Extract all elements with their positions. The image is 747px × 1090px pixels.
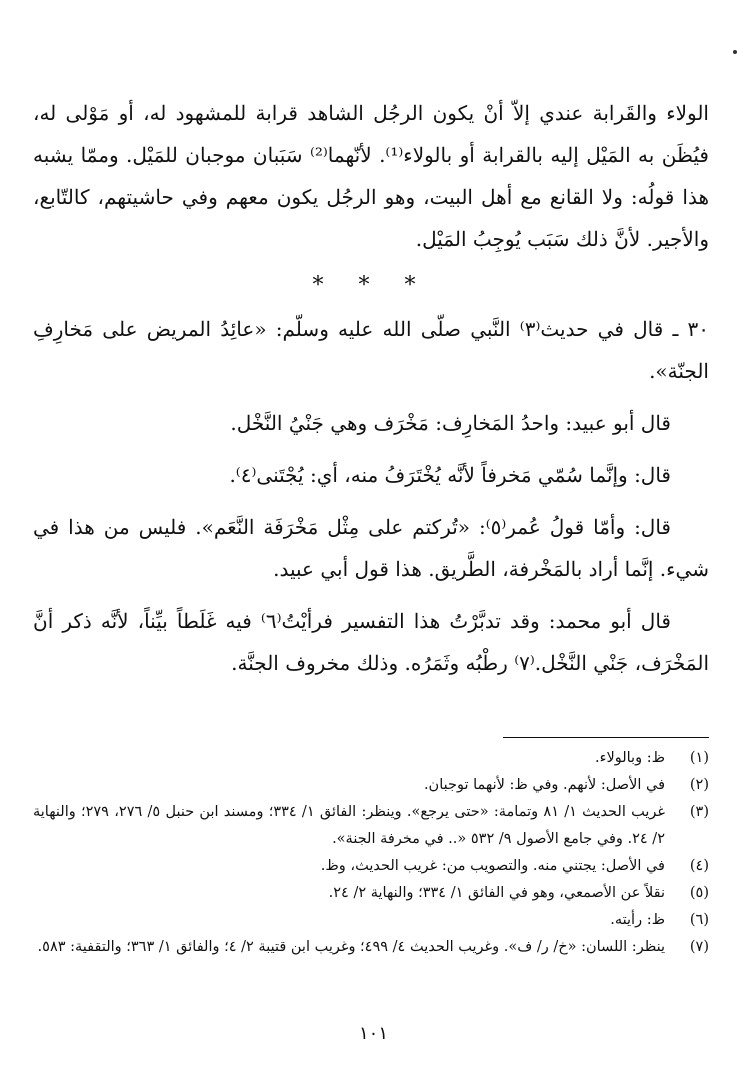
footnote (33, 853, 709, 880)
footnote-text: ظ: وبالولاء. (595, 750, 665, 766)
footnote-text: في الأصل: يجتني منه. والتصويب من: غريب الحديث، وظ. (320, 858, 665, 874)
paragraph-abu-muhammad: قال أبو محمد: وقد تدبَّرْتُ هذا التفسير فرأيْتُ⁽٦⁾ فيه غَلَطاً بيِّناً، لأنَّه ذكر أنَّ المَخْرَف، جَنْي النَّخْل.⁽٧⁾ رطْبُه وثَمَرُه. وذلك مخروف الجنَّة. (33, 609, 709, 675)
footnote (33, 772, 709, 799)
paragraph-qala-1: قال: وإنَّما سُمّي مَخرفاً لأنَّه يُخْتَرَفُ منه، أي: يُجْتَنى⁽٤⁾. (229, 463, 671, 487)
page-number: ١٠١ (358, 1023, 388, 1044)
footnote (33, 745, 709, 772)
section-separator: * * * (312, 273, 430, 298)
footnote-number: (٧) (689, 939, 709, 955)
footnote-number: (٢) (689, 777, 709, 793)
footnote-number: (٤) (689, 858, 709, 874)
paragraph-abu-ubaid: قال أبو عبيد: واحدُ المَخارِف: مَخْرَف وهي جَنْيُ النَّخْل. (230, 411, 671, 435)
footnote-text: نقلاً عن الأصمعي، وهو في الفائق ١/ ٣٣٤؛ والنهاية ٢/ ٢٤. (328, 885, 665, 901)
margin-mark (733, 50, 737, 54)
paragraph-qala-umar: قال: وأمّا قولُ عُمر⁽٥⁾: «تُركتم على مِثْل مَخْرَفَة النَّعَم». فليس من هذا في شيء. إنَّما أراد بالمَخْرفة، الطَّريق. هذا قول أبي عبيد. (33, 515, 709, 581)
footnote (33, 880, 709, 907)
footnote (33, 934, 709, 961)
footnote-number: (٥) (689, 885, 709, 901)
footnote-text: في الأصل: لأنهم. وفي ظ: لأنهما توجبان. (423, 777, 665, 793)
footnote-text: ظ: رأيته. (610, 912, 665, 928)
footnote-number: (٣) (689, 804, 709, 820)
footnote-text: ينظر: اللسان: «خ/ ر/ ف». وغريب الحديث ٤/ ٤٩٩؛ وغريب ابن قتيبة ٢/ ٤؛ والفائق ١/ ٣٦٣؛ والتقفية: ٥٨٣. (37, 939, 665, 955)
entry-30-hadith: ٣٠ ـ قال في حديث⁽٣⁾ النَّبي صلّى الله عليه وسلّم: «عائِدُ المريض على مَخارِفِ الجنّة». (33, 317, 709, 383)
footnote-rule (503, 737, 709, 738)
footnote-number: (١) (689, 750, 709, 766)
paragraph-wala-qaraba: الولاء والقَرابة عندي إلاّ أنْ يكون الرجُل الشاهد قرابة للمشهود له، أو مَوْلى له، فيُظَن به المَيْل إليه بالقرابة أو بالولاء⁽¹⁾. لأنّهما⁽²⁾ سَبَبان موجبان للمَيْل. وممّا يشبه هذا قولُه: ولا القانع مع أهل البيت، وهو الرجُل يكون معهم وفي حاشيتهم، كالتّابع، والأجير. لأنَّ ذلك سَبَب يُوجِبُ المَيْل. (33, 101, 709, 251)
main-text (33, 92, 709, 694)
footnote (33, 907, 709, 934)
footnote (33, 799, 709, 853)
footnote-text: غريب الحديث ١/ ٨١ وتمامة: «حتى يرجع». وينظر: الفائق ١/ ٣٣٤؛ ومسند ابن حنبل ٥/ ٢٧٦، ٢٧٩؛ والنهاية ٢/ ٢٤. وفي جامع الأصول ٩/ ٥٣٢ «.. في مخرفة الجنة». (33, 804, 665, 847)
footnote-number: (٦) (689, 912, 709, 928)
footnotes (33, 745, 709, 961)
